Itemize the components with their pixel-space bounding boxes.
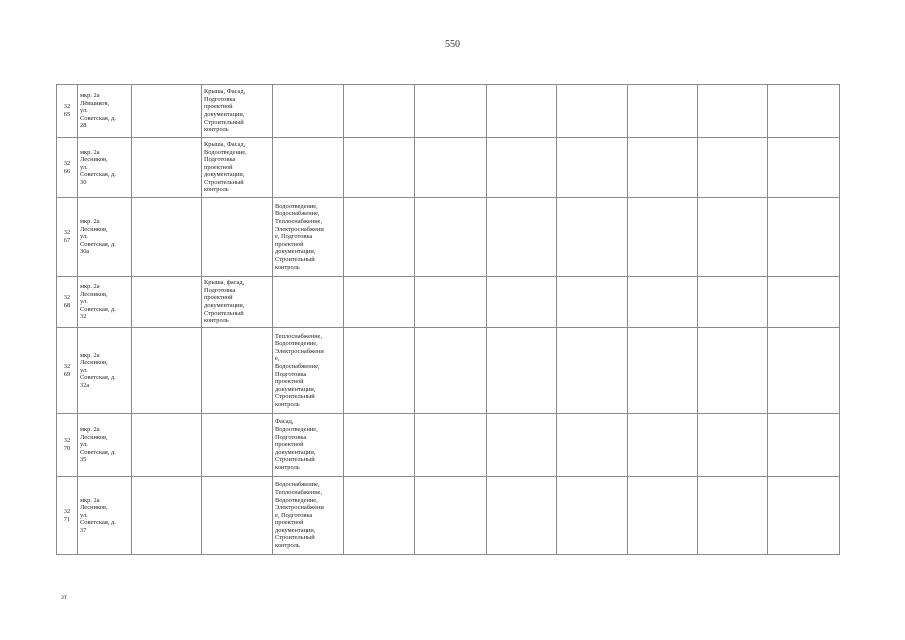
row-number-cell [57,414,78,477]
row-number-cell-text: 32 66 [63,159,71,175]
address-cell [78,477,132,555]
page-number: 550 [445,39,460,50]
empty-cell [132,198,202,277]
empty-cell [768,85,840,138]
row-number-cell-text: 32 67 [63,229,71,244]
empty-cell [344,477,415,555]
works-cell-secondary [273,198,344,277]
empty-cell [557,198,628,277]
works-cell-secondary [273,85,344,138]
empty-cell [344,277,415,328]
empty-cell [415,414,487,477]
empty-cell [344,328,415,414]
empty-cell [487,477,557,555]
address-cell-text: мкр. 2а Лесников, ул. Советская, д. 30 [80,148,116,186]
empty-cell [628,277,698,328]
works-cell-primary [202,198,273,277]
empty-cell [132,138,202,198]
empty-cell [487,277,557,328]
row-number-cell [57,85,78,138]
empty-cell [415,85,487,138]
table-row [57,477,840,555]
empty-cell [698,138,768,198]
works-cell-primary-text: Крыша, Фасад, Подготовка проектной документации, Строительный контроль [204,88,246,134]
empty-cell [344,85,415,138]
table-row [57,414,840,477]
address-cell [78,198,132,277]
works-cell-primary [202,328,273,414]
empty-cell [768,277,840,328]
address-cell-text: мкр. 2а Лесников, ул. Советская, д. 32а [80,351,116,389]
address-cell-text: мкр. 2а Лесников, ул. Советская, д. 30а [80,218,116,256]
table-row [57,328,840,414]
table-row [57,138,840,198]
empty-cell [768,414,840,477]
empty-cell [698,198,768,277]
empty-cell [557,414,628,477]
registry-rows [57,85,840,555]
empty-cell [768,198,840,277]
empty-cell [132,477,202,555]
address-cell-text: мкр. 2а Лесников, ул. Советская, д. 32 [80,283,116,321]
address-cell-text: мкр. 2а Лесников, ул. Советская, д. 35 [80,426,116,464]
footer-code: зт [61,593,67,601]
works-cell-primary-text: Крыша, Фасад, Водоотведение, Подготовка проектной документации, Строительный контроль [204,140,247,194]
empty-cell [557,85,628,138]
empty-cell [628,198,698,277]
address-cell [78,414,132,477]
table-row [57,277,840,328]
empty-cell [768,328,840,414]
empty-cell [557,277,628,328]
empty-cell [557,138,628,198]
empty-cell [415,328,487,414]
works-cell-primary [202,414,273,477]
row-number-cell-text: 32 65 [63,103,71,118]
address-cell [78,277,132,328]
empty-cell [487,85,557,138]
empty-cell [768,138,840,198]
works-cell-primary [202,477,273,555]
empty-cell [344,198,415,277]
table-row [57,85,840,138]
empty-cell [415,477,487,555]
works-cell-secondary-text: Теплоснабжение, Водоотведение, Электроснабжени е, Водоснабжение, Подготовка проектной документации, Строительный контроль [275,332,324,408]
empty-cell [698,477,768,555]
works-cell-secondary-text: Фасад, Водоотведение, Подготовка проектной документации, Строительный контроль [275,418,318,471]
works-cell-secondary [273,328,344,414]
row-number-cell-text: 32 68 [63,294,71,309]
empty-cell [487,414,557,477]
works-cell-secondary-text: Водоснабжение, Теплоснабжение, Водоотведение, Электроснабжени е, Подготовка проектной документации, Строительный контроль [275,481,324,550]
empty-cell [132,277,202,328]
row-number-cell [57,328,78,414]
empty-cell [628,477,698,555]
empty-cell [132,328,202,414]
address-cell-text: мкр. 2а Лёвшиков, ул. Советская, д. 28 [80,92,116,130]
empty-cell [768,477,840,555]
empty-cell [698,414,768,477]
row-number-cell-text: 32 70 [63,437,71,452]
empty-cell [628,414,698,477]
works-cell-primary-text: Крыша, фасад, Подготовка проектной документации, Строительный контроль [204,279,245,325]
address-cell-text: мкр. 2а Лесников, ул. Советская, д. 37 [80,496,116,534]
empty-cell [698,277,768,328]
works-cell-secondary [273,414,344,477]
empty-cell [557,477,628,555]
empty-cell [415,198,487,277]
works-cell-secondary [273,138,344,198]
empty-cell [557,328,628,414]
row-number-cell-text: 32 69 [63,362,71,378]
empty-cell [487,198,557,277]
row-number-cell-text: 32 71 [63,507,71,523]
empty-cell [628,138,698,198]
row-number-cell [57,138,78,198]
empty-cell [628,328,698,414]
empty-cell [487,138,557,198]
empty-cell [487,328,557,414]
empty-cell [415,138,487,198]
empty-cell [415,277,487,328]
row-number-cell [57,477,78,555]
row-number-cell [57,198,78,277]
address-cell [78,138,132,198]
works-cell-secondary [273,277,344,328]
works-cell-secondary-text: Водоотведение, Водоснабжение, Теплоснабжение, Электроснабжени е, Подготовка проектной документации, Строительный контроль [275,202,324,271]
address-cell [78,328,132,414]
works-cell-primary [202,85,273,138]
address-cell [78,85,132,138]
empty-cell [132,85,202,138]
empty-cell [344,138,415,198]
empty-cell [628,85,698,138]
works-cell-secondary [273,477,344,555]
works-cell-primary [202,277,273,328]
empty-cell [132,414,202,477]
empty-cell [344,414,415,477]
registry-table [56,84,840,555]
empty-cell [698,85,768,138]
row-number-cell [57,277,78,328]
empty-cell [698,328,768,414]
works-cell-primary [202,138,273,198]
table-row [57,198,840,277]
